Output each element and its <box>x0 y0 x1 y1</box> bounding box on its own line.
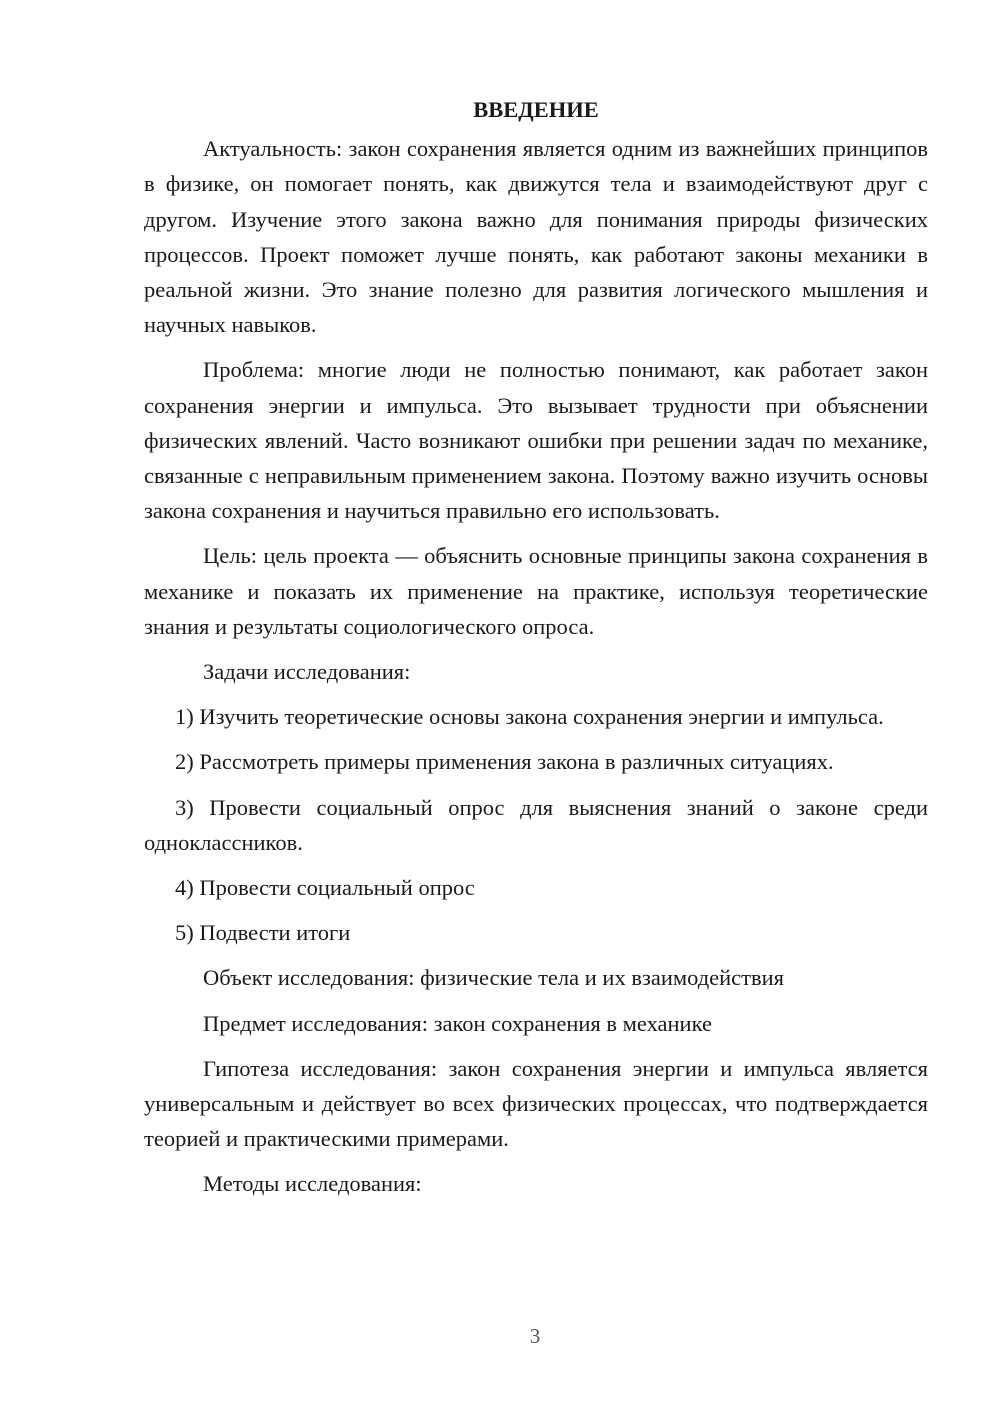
task-item-5: 5) Подвести итоги <box>175 920 351 946</box>
document-body <box>144 92 928 1212</box>
task-item-2: 2) Рассмотреть примеры применения закона в различных ситуациях. <box>175 749 834 775</box>
tasks-heading: Задачи исследования: <box>203 659 411 685</box>
research-hypothesis: Гипотеза исследования: закон сохранения энергии и импульса является универсальным и действует во всех физических процессах, что подтверждается теорией и практическими примерами. <box>144 1055 928 1152</box>
task-item-4: 4) Провести социальный опрос <box>175 875 475 901</box>
page-number: 3 <box>529 1324 541 1348</box>
task-item-3: 3) Провести социальный опрос для выяснения знаний о законе среди одноклассников. <box>144 794 928 855</box>
paragraph-goal: Цель: цель проекта — объяснить основные принципы закона сохранения в механике и показать их применение на практике, используя теоретические знания и результаты социологического опроса. <box>144 543 928 639</box>
page-title: ВВЕДЕНИЕ <box>473 97 599 122</box>
methods-heading: Методы исследования: <box>203 1171 422 1197</box>
research-subject: Предмет исследования: закон сохранения в механике <box>203 1010 712 1036</box>
paragraph-relevance: Актуальность: закон сохранения является одним из важнейших принципов в физике, он помогает понять, как движутся тела и взаимодействуют друг с другом. Изучение этого закона важно для понимания природы физических процессов. Проект поможет лучше понять, как работают законы механики в реальной жизни. Это знание полезно для развития логического мышления и научных навыков. <box>144 136 928 338</box>
task-item-1: 1) Изучить теоретические основы закона сохранения энергии и импульса. <box>175 704 884 730</box>
paragraph-problem: Проблема: многие люди не полностью понимают, как работает закон сохранения энергии и импульса. Это вызывает трудности при объяснении физических явлений. Часто возникают ошибки при решении задач по механике, связанные с неправильным применением закона. Поэтому важно изучить основы закона сохранения и научиться правильно его использовать. <box>144 357 928 524</box>
research-object: Объект исследования: физические тела и их взаимодействия <box>203 965 785 991</box>
